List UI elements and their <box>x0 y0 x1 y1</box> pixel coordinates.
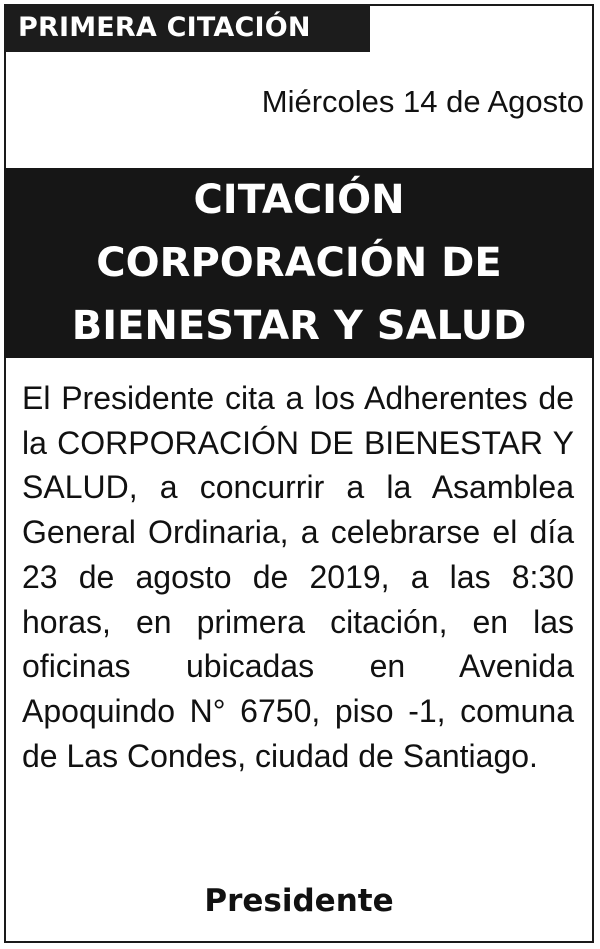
notice-date: Miércoles 14 de Agosto <box>261 84 584 119</box>
notice-body: El Presidente cita a los Adherentes de la CORPORACIÓN DE BIENESTAR Y SALUD, a concurrir a la Asamblea General Ordinaria, a celebrarse el día 23 de agosto de 2019, a las 8:30 horas, en primera citación, en las oficinas ubicadas en Avenida Apoquindo N° 6750, piso -1, comuna de Las Condes, ciudad de Santiago. <box>22 380 574 774</box>
title-banner <box>4 168 594 358</box>
signature: Presidente <box>204 883 394 919</box>
title-line-3: BIENESTAR Y SALUD <box>71 302 527 349</box>
title-line-2: CORPORACIÓN DE <box>96 239 502 286</box>
citation-tag: PRIMERA CITACIÓN <box>4 4 370 52</box>
title-line-1: CITACIÓN <box>193 176 405 223</box>
